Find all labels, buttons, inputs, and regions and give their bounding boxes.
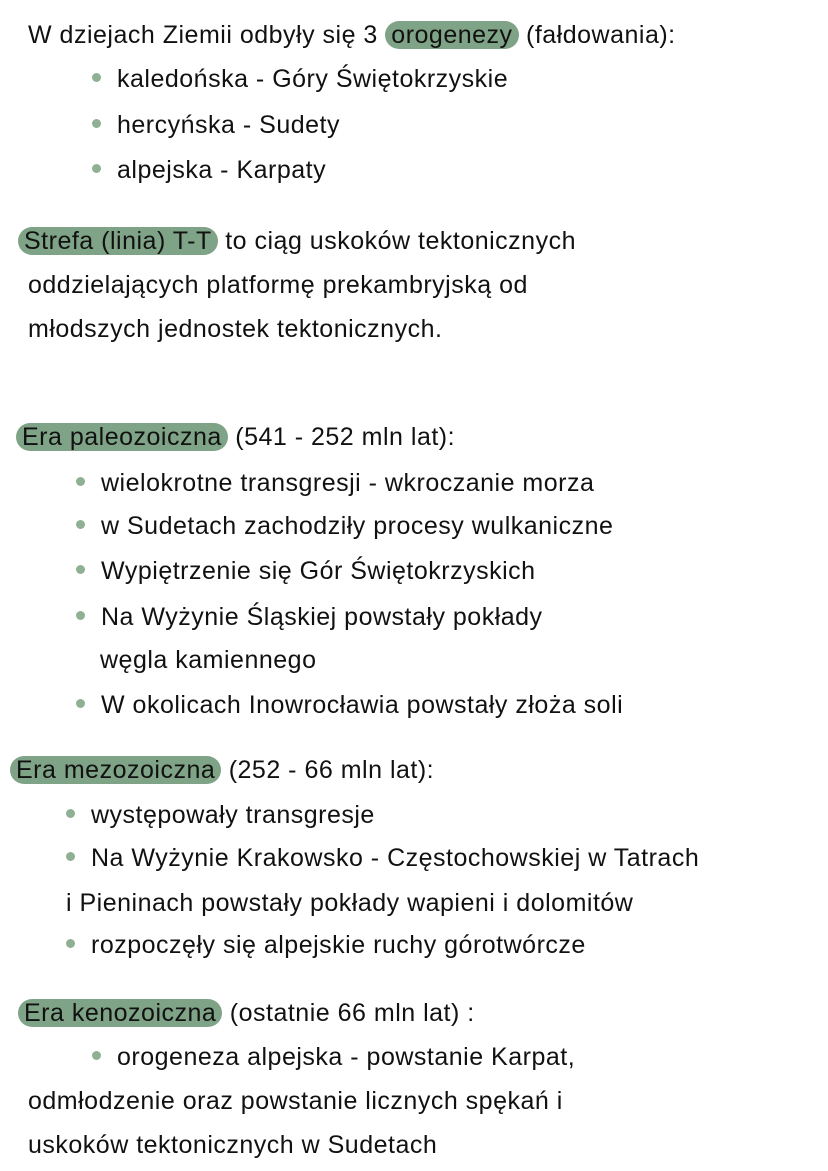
list-item-text: Na Wyżynie Śląskiej powstały pokłady — [101, 603, 543, 631]
list-item-continuation: i Pieninach powstały pokłady wapieni i dolomitów — [66, 889, 634, 917]
highlight-paleozoic: Era paleozoiczna — [16, 423, 228, 451]
bullet-icon — [76, 565, 85, 574]
list-item-text: W okolicach Inowrocławia powstały złoża soli — [101, 691, 624, 719]
list-item-text: wielokrotne transgresji - wkroczanie morza — [101, 469, 595, 497]
list-item — [92, 62, 508, 96]
highlight-mesozoic: Era mezozoiczna — [10, 756, 221, 784]
bullet-icon — [76, 477, 85, 486]
bullet-icon — [92, 164, 101, 173]
list-item-continuation: odmłodzenie oraz powstanie licznych spękań i — [28, 1087, 563, 1115]
list-item-text: kaledońska - Góry Świętokrzyskie — [117, 65, 509, 93]
list-item-text: rozpoczęły się alpejskie ruchy górotwórcze — [91, 931, 586, 959]
bullet-icon — [76, 699, 85, 708]
bullet-icon — [92, 119, 101, 128]
list-item-text: w Sudetach zachodziły procesy wulkaniczne — [101, 512, 614, 540]
list-item-text: Na Wyżynie Krakowsko - Częstochowskiej w Tatrach — [91, 844, 700, 872]
bullet-icon — [66, 809, 75, 818]
list-item — [92, 108, 340, 142]
strefa-text: oddzielających platformę prekambryjską od — [28, 271, 528, 299]
strefa-line — [18, 224, 576, 258]
highlight-strefa: Strefa (linia) T-T — [18, 227, 218, 255]
intro-text: W dziejach Ziemii odbyły się 3 — [28, 21, 378, 49]
list-item-continuation: węgla kamiennego — [100, 646, 317, 674]
list-item — [92, 153, 326, 187]
list-item-text: występowały transgresje — [91, 801, 375, 829]
era-range: (541 - 252 mln lat): — [235, 423, 456, 451]
list-item-text: alpejska - Karpaty — [117, 156, 327, 184]
bullet-icon — [66, 939, 75, 948]
list-item — [66, 798, 375, 832]
list-item — [76, 466, 594, 500]
cenozoic-heading — [18, 996, 475, 1030]
era-range: (252 - 66 mln lat): — [228, 756, 435, 784]
intro-text-after: (fałdowania): — [526, 21, 676, 49]
list-item — [76, 600, 543, 634]
list-item-continuation: uskoków tektonicznych w Sudetach — [28, 1131, 438, 1159]
list-item-text: hercyńska - Sudety — [117, 111, 340, 139]
bullet-icon — [92, 1051, 101, 1060]
bullet-icon — [76, 520, 85, 529]
strefa-text: to ciąg uskoków tektonicznych — [225, 227, 576, 255]
bullet-icon — [92, 73, 101, 82]
list-item — [92, 1040, 575, 1074]
strefa-text: młodszych jednostek tektonicznych. — [28, 315, 443, 343]
list-item — [66, 841, 699, 875]
paleozoic-heading — [16, 420, 455, 454]
list-item-text: orogeneza alpejska - powstanie Karpat, — [117, 1043, 576, 1071]
mesozoic-heading — [10, 753, 434, 787]
highlight-cenozoic: Era kenozoiczna — [18, 999, 222, 1027]
list-item — [76, 554, 536, 588]
bullet-icon — [76, 611, 85, 620]
era-range: (ostatnie 66 mln lat) : — [229, 999, 475, 1027]
list-item — [66, 928, 586, 962]
list-item — [76, 688, 623, 722]
intro-line — [28, 18, 676, 52]
list-item — [76, 509, 613, 543]
bullet-icon — [66, 852, 75, 861]
highlight-orogenezy: orogenezy — [385, 21, 518, 49]
list-item-text: Wypiętrzenie się Gór Świętokrzyskich — [101, 557, 536, 585]
